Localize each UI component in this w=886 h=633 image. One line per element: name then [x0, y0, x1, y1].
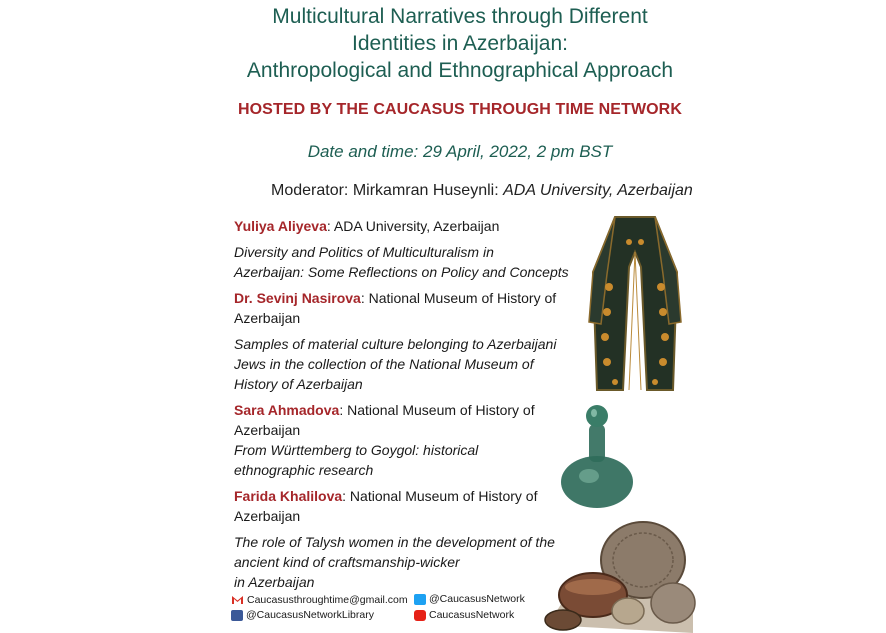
- speaker-3-heading: [234, 400, 594, 420]
- speaker-3-name: Sara Ahmadova: [234, 402, 340, 418]
- speaker-2-talk-line-2: Jews in the collection of the National Museum of: [234, 356, 534, 372]
- twitter-contact[interactable]: [414, 593, 525, 605]
- speaker-1-affiliation: : ADA University, Azerbaijan: [326, 218, 500, 234]
- facebook-contact[interactable]: [231, 609, 374, 621]
- email-contact[interactable]: [231, 594, 408, 606]
- title-line-2: Identities in Azerbaijan:: [352, 32, 568, 55]
- speaker-4-affiliation: : National Museum of History of: [342, 488, 538, 504]
- facebook-handle: @CaucasusNetworkLibrary: [246, 609, 374, 621]
- title-line-1: Multicultural Narratives through Different: [272, 5, 648, 28]
- speaker-2-affiliation: : National Museum of History of: [360, 290, 557, 306]
- twitter-icon: [414, 594, 426, 605]
- youtube-contact[interactable]: [414, 609, 514, 621]
- speaker-3-affiliation: : National Museum of History of: [339, 402, 535, 418]
- youtube-channel: CaucasusNetwork: [429, 609, 515, 621]
- speaker-1-talk-line-2: Azerbaijan: Some Reflections on Policy and Concepts: [234, 264, 569, 280]
- moderator-label: Moderator:: [271, 182, 349, 199]
- speaker-4-talk-line-2: ancient kind of craftsmanship-wicker: [234, 554, 460, 570]
- speaker-4-talk-line-3: in Azerbaijan: [234, 574, 315, 590]
- title-line-3: Anthropological and Ethnographical Approach: [246, 59, 674, 82]
- moderator-affiliation: ADA University, Azerbaijan: [503, 182, 693, 199]
- speaker-4-talk-line-1: The role of Talysh women in the development of the: [234, 534, 555, 550]
- wicker-baskets-image: [528, 515, 698, 633]
- speaker-2-heading: [234, 288, 594, 308]
- email-address: Caucasusthroughtime@gmail.com: [247, 594, 408, 606]
- speaker-2-name: Dr. Sevinj Nasirova: [234, 290, 361, 306]
- twitter-handle: @CaucasusNetwork: [429, 593, 525, 605]
- speaker-1-heading: [234, 216, 594, 236]
- speaker-3-affiliation-line-2: Azerbaijan: [234, 422, 301, 438]
- speaker-3-talk-line-1: From Württemberg to Goygol: historical: [234, 442, 479, 458]
- glass-bottle-image: [555, 402, 640, 512]
- youtube-icon: [414, 610, 426, 621]
- embroidered-coat-image: [585, 212, 685, 392]
- speaker-2-talk-line-3: History of Azerbaijan: [234, 376, 363, 392]
- event-title: [0, 3, 886, 84]
- speaker-3-talk-line-2: ethnographic research: [234, 462, 374, 478]
- speaker-2-affiliation-line-2: Azerbaijan: [234, 310, 301, 326]
- gmail-icon: [231, 595, 244, 605]
- speaker-1-talk-line-1: Diversity and Politics of Multiculturalism in: [234, 244, 494, 260]
- date-time: Date and time: 29 April, 2022, 2 pm BST: [307, 142, 613, 161]
- speaker-1-name: Yuliya Aliyeva: [234, 218, 327, 234]
- speaker-2-talk-line-1: Samples of material culture belonging to Azerbaijani: [234, 336, 557, 352]
- speaker-4-name: Farida Khalilova: [234, 488, 343, 504]
- moderator-line: [271, 182, 693, 200]
- facebook-icon: [231, 610, 243, 621]
- speaker-4-heading: [234, 486, 594, 506]
- host-line: HOSTED BY THE CAUCASUS THROUGH TIME NETWORK: [237, 101, 682, 118]
- moderator-name: Mirkamran Huseynli:: [352, 182, 499, 199]
- speaker-4-affiliation-line-2: Azerbaijan: [234, 508, 301, 524]
